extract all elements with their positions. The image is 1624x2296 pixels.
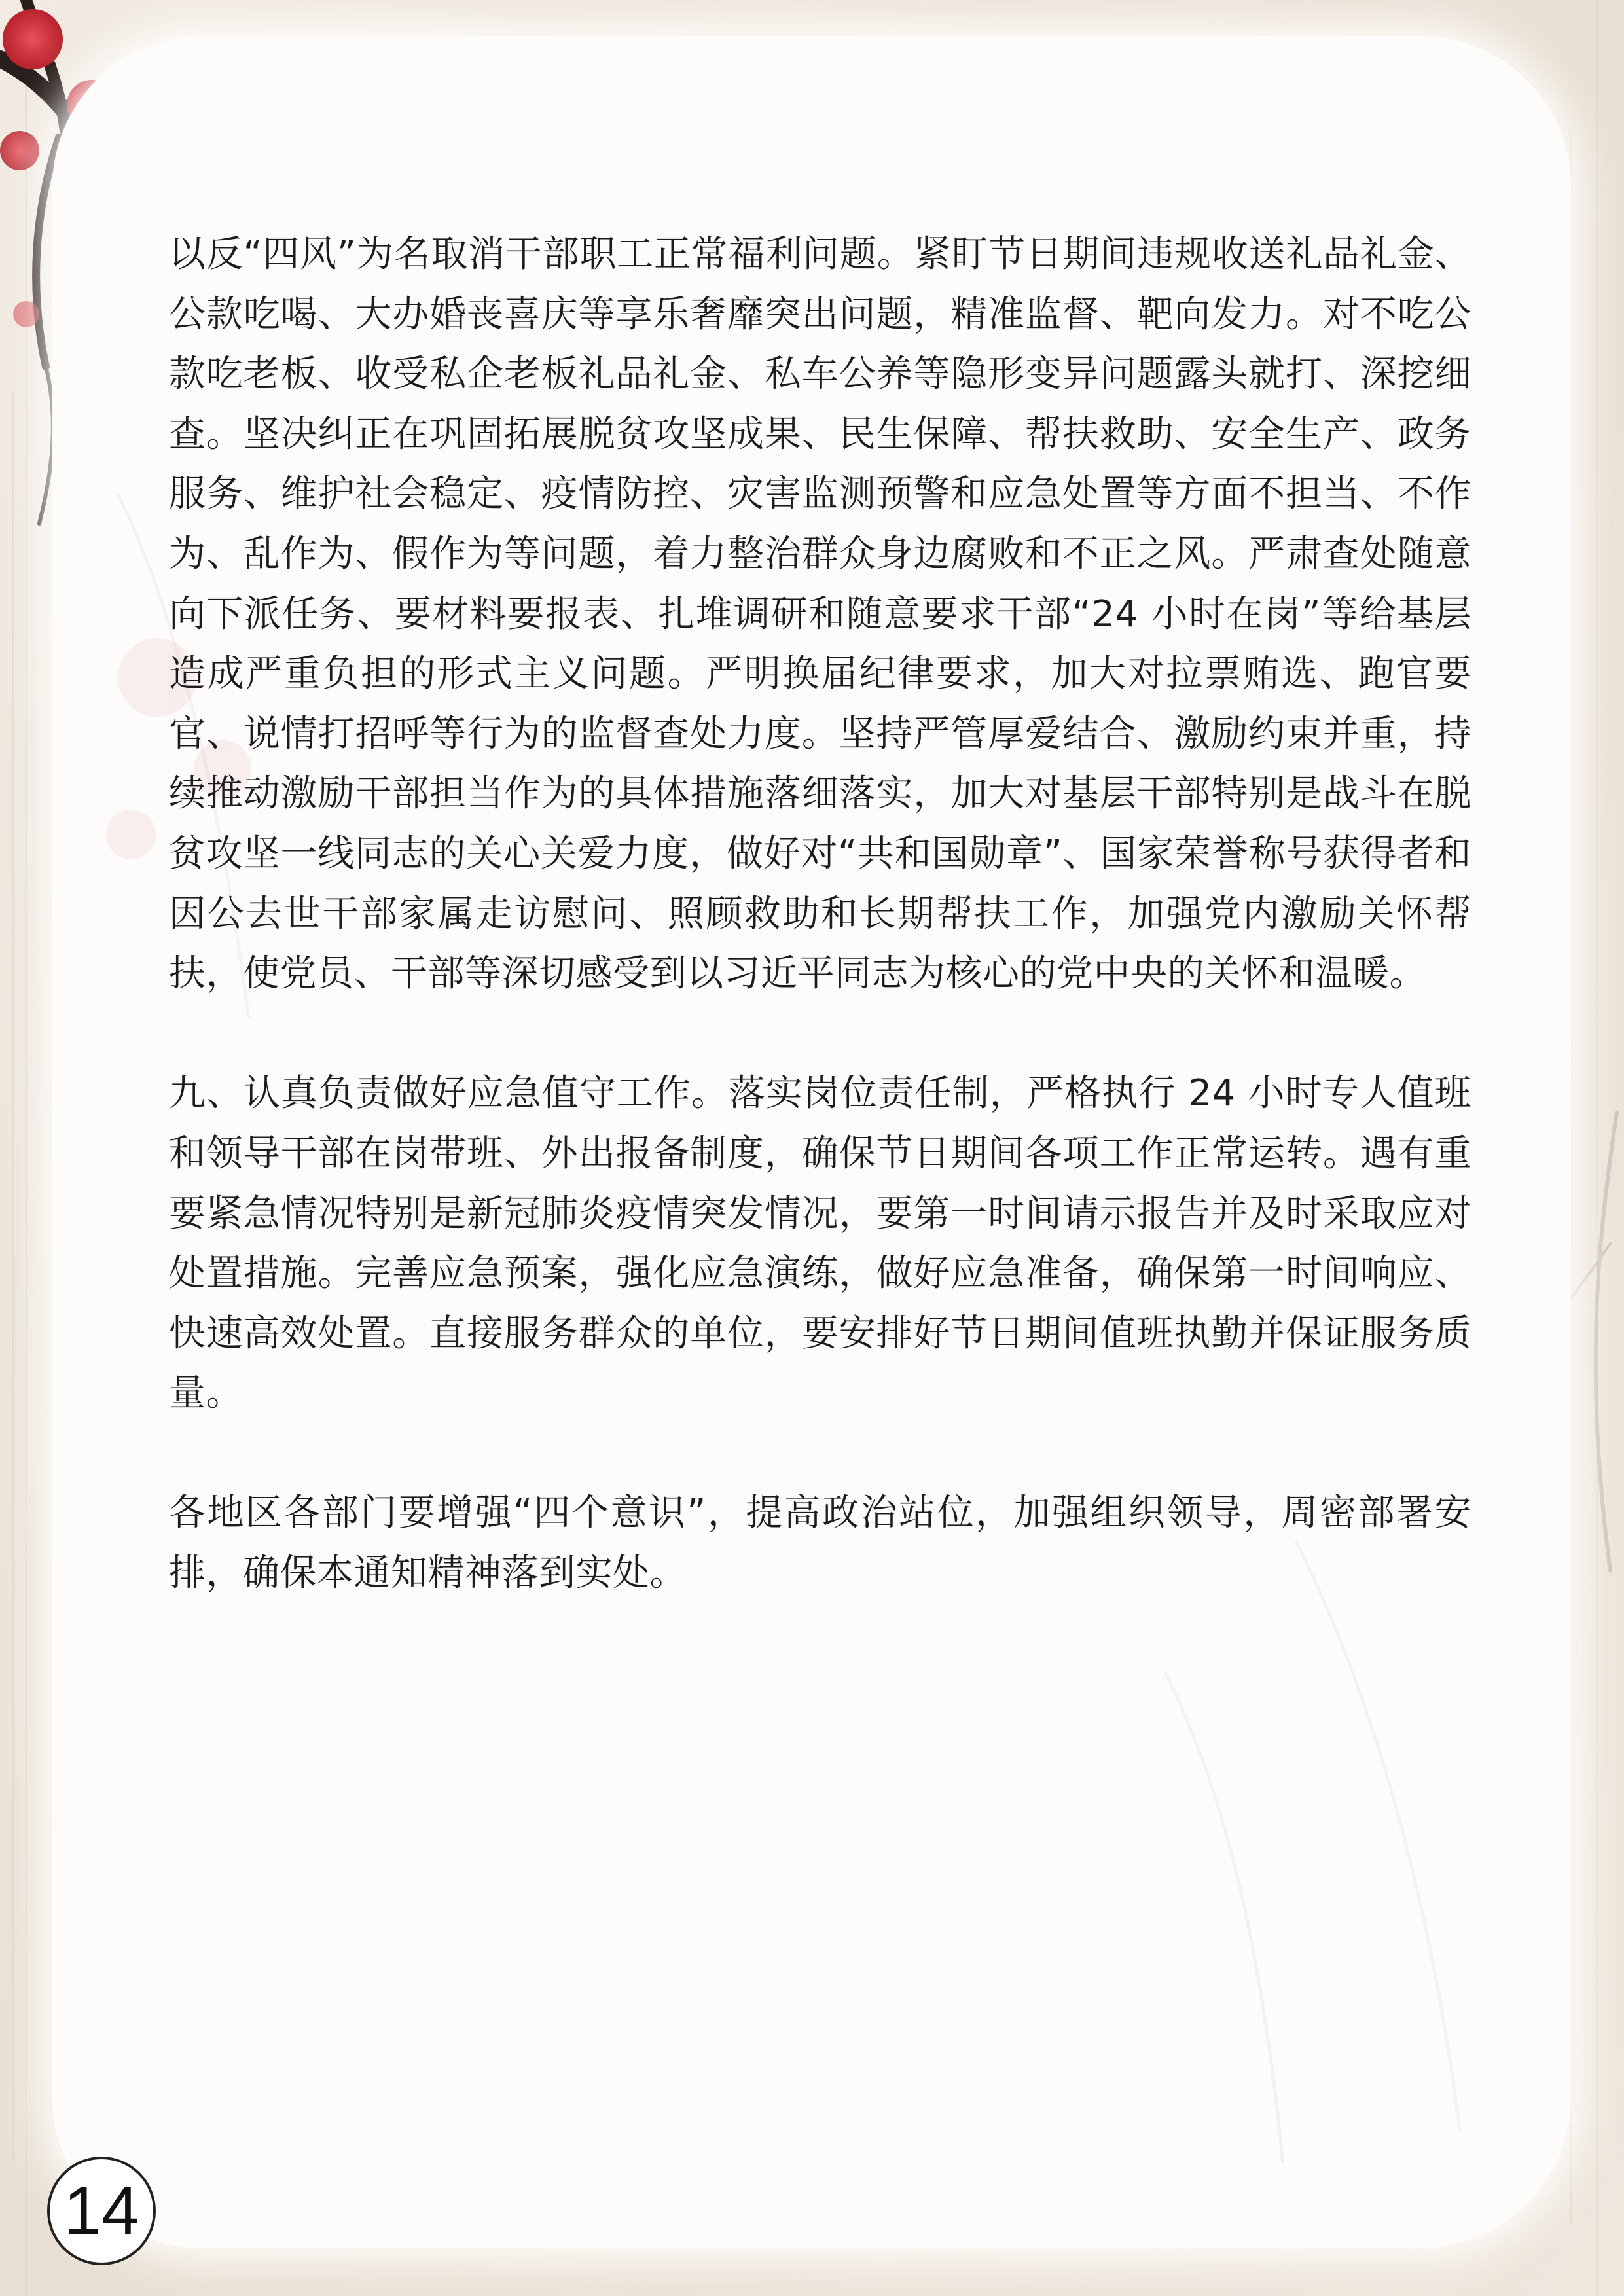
paragraph-emergency-duty: 九、认真负责做好应急值守工作。落实岗位责任制，严格执行 24 小时专人值班和领导干部在岗带班、外出报备制度，确保节日期间各项工作正常运转。遇有重要紧急情况特别是新冠肺炎疫情突发情况，要第一时间请示报告并及时采取应对处置措施。完善应急预案，强化应急演练，做好应急准备，确保第一时间响应、快速高效处置。直接服务群众的单位，要安排好节日期间值班执勤并保证服务质量。	[169, 1072, 1471, 1415]
page-number: 14	[63, 2172, 139, 2249]
page-number-badge	[47, 2157, 156, 2265]
paragraph-closing: 各地区各部门要增强“四个意识”，提高政治站位，加强组织领导，周密部署安排，确保本通知精神落到实处。	[169, 1492, 1471, 1595]
paragraph-anti-four-winds: 以反“四风”为名取消干部职工正常福利问题。紧盯节日期间违规收送礼品礼金、公款吃喝、大办婚丧喜庆等享乐奢靡突出问题，精准监督、靶向发力。对不吃公款吃老板、收受私企老板礼品礼金、私车公养等隐形变异问题露头就打、深挖细查。坚决纠正在巩固拓展脱贫攻坚成果、民生保障、帮扶救助、安全生产、政务服务、维护社会稳定、疫情防控、灾害监测预警和应急处置等方面不担当、不作为、乱作为、假作为等问题，着力整治群众身边腐败和不正之风。严肃查处随意向下派任务、要材料要报表、扎堆调研和随意要求干部“24 小时在岗”等给基层造成严重负担的形式主义问题。严明换届纪律要求，加大对拉票贿选、跑官要官、说情打招呼等行为的监督查处力度。坚持严管厚爱结合、激励约束并重，持续推动激励干部担当作为的具体措施落细落实，加大对基层干部特别是战斗在脱贫攻坚一线同志的关心关爱力度，做好对“共和国勋章”、国家荣誉称号获得者和因公去世干部家属走访慰问、照顾救助和长期帮扶工作，加强党内激励关怀帮扶，使党员、干部等深切感受到以习近平同志为核心的党中央的关怀和温暖。	[169, 233, 1471, 996]
document-body	[169, 224, 1471, 1604]
